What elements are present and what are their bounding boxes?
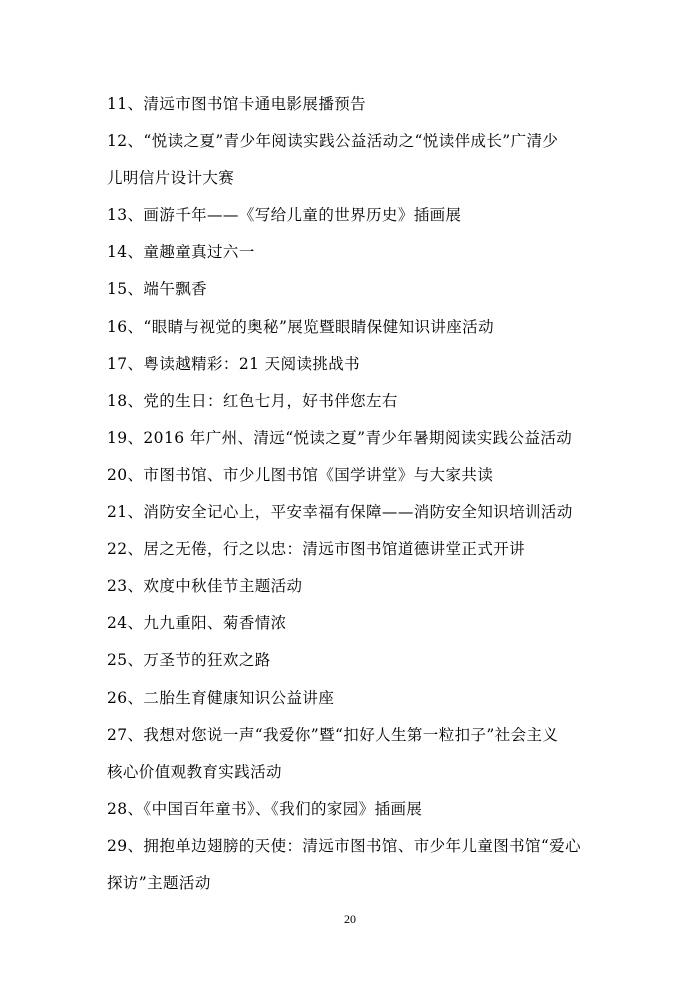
- list-item-line: 13、画游千年——《写给儿童的世界历史》插画展: [107, 206, 462, 225]
- list-item-line: 24、九九重阳、菊香情浓: [107, 614, 287, 633]
- list-item: [107, 605, 607, 642]
- list-item-line: 19、2016 年广州、清远“悦读之夏”青少年暑期阅读实践公益活动: [107, 428, 573, 447]
- list-item-line: 27、我想对您说一声“我爱你”暨“扣好人生第一粒扣子”社会主义: [107, 725, 559, 744]
- list-item: [107, 531, 607, 568]
- list-item-line: 14、童趣童真过六一: [107, 243, 255, 262]
- list-item-line: 25、万圣节的狂欢之路: [107, 651, 271, 670]
- list-item-line-continued: 儿明信片设计大赛: [107, 169, 235, 188]
- list-item: [107, 420, 607, 457]
- list-item: [107, 494, 607, 531]
- list-item-line: 17、粤读越精彩：21 天阅读挑战书: [107, 354, 361, 373]
- list-item: [107, 271, 607, 308]
- list-item: [107, 828, 607, 902]
- list-item-line: 12、“悦读之夏”青少年阅读实践公益活动之“悦读伴成长”广清少: [107, 132, 559, 151]
- list-item-line: 28、《中国百年童书》、《我们的家园》插画展: [107, 799, 423, 818]
- list-item: [107, 346, 607, 383]
- list-item: [107, 717, 607, 791]
- list-item-line: 23、欢度中秋佳节主题活动: [107, 577, 303, 596]
- list-item-line: 11、清远市图书馆卡通电影展播预告: [107, 95, 367, 113]
- list-item-line: 20、市图书馆、市少儿图书馆《国学讲堂》与大家共读: [107, 465, 494, 484]
- list-item-line-continued: 核心价值观教育实践活动: [107, 762, 282, 781]
- list-item: [107, 383, 607, 420]
- list-item: [107, 123, 607, 197]
- list-item-line-continued: 探访”主题活动: [107, 873, 211, 892]
- activity-list: [107, 86, 607, 902]
- list-item: [107, 309, 607, 346]
- list-item-line: 15、端午飘香: [107, 280, 208, 299]
- list-item-line: 29、拥抱单边翅膀的天使：清远市图书馆、市少年儿童图书馆“爱心: [107, 836, 582, 855]
- list-item: [107, 568, 607, 605]
- page-number: 20: [344, 912, 356, 926]
- list-item-line: 16、“眼睛与视觉的奥秘”展览暨眼睛保健知识讲座活动: [107, 317, 494, 336]
- list-item: [107, 791, 607, 828]
- list-item: [107, 234, 607, 271]
- list-item: [107, 457, 607, 494]
- list-item-line: 26、二胎生育健康知识公益讲座: [107, 688, 335, 707]
- list-item: [107, 680, 607, 717]
- list-item: [107, 197, 607, 234]
- list-item-line: 18、党的生日：红色七月，好书伴您左右: [107, 391, 398, 410]
- list-item: [107, 642, 607, 679]
- list-item-line: 21、消防安全记心上，平安幸福有保障——消防安全知识培训活动: [107, 503, 573, 522]
- list-item-line: 22、居之无倦，行之以忠：清远市图书馆道德讲堂正式开讲: [107, 540, 526, 559]
- list-item: [107, 86, 607, 123]
